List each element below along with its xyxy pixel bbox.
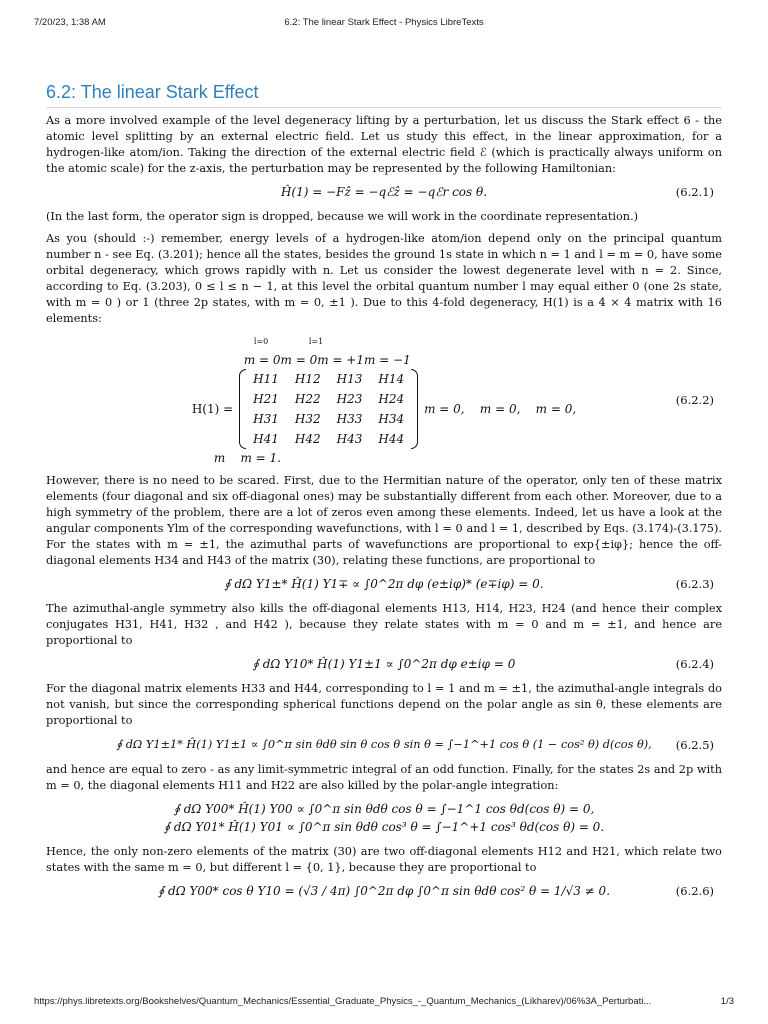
- equation-6-2-3: [46, 575, 722, 593]
- matrix-cell: H42: [294, 432, 321, 446]
- equation-line: ∮ dΩ Y00* Ĥ(1) Y00 ∝ ∫0^π sin θdθ cos θ = ∫−1^1 cos θd(cos θ) = 0,: [173, 802, 595, 816]
- equation-number: (6.2.2): [675, 393, 714, 407]
- equation-6-2-2: [46, 333, 722, 467]
- equation-body: ∮ dΩ Y1±1* Ĥ(1) Y1±1 ∝ ∫0^π sin θdθ sin θ cos θ sin θ = ∫−1^+1 cos θ (1 − cos² θ) d(cos θ),: [116, 738, 652, 751]
- equation-number: (6.2.5): [675, 737, 714, 752]
- matrix-cell: H41: [253, 432, 279, 446]
- matrix-cell: H13: [336, 372, 363, 386]
- matrix-row: [245, 389, 412, 409]
- paragraph-azimuthal: The azimuthal-angle symmetry also kills the off-diagonal elements H13, H14, H23, H24 (and hence their complex conjugates H31, H41, H32 , and H42 ), because they relate states with m = 0 and m = ±1, and hence are proportional to: [46, 602, 722, 647]
- matrix-cell: H32: [294, 412, 321, 426]
- matrix-column-labels: m = 0m = 0m = +1m = −1: [243, 353, 411, 367]
- equation-6-2-1: [46, 183, 722, 201]
- matrix-row: [245, 369, 412, 389]
- matrix-cell: H12: [294, 372, 321, 386]
- matrix-cell: H23: [336, 392, 363, 406]
- matrix-cell: H21: [253, 392, 279, 406]
- source-url[interactable]: [34, 996, 651, 1007]
- matrix-cell: H22: [294, 392, 321, 406]
- paragraph-diagonal: For the diagonal matrix elements H33 and H44, corresponding to l = 1 and m = ±1, the azimuthal-angle integrals do not vanish, but since the corresponding spherical functions depend on the polar angle as sin θ, these elements are proportional to: [46, 682, 722, 727]
- paragraph-nonzero: Hence, the only non-zero elements of the matrix (30) are two off-diagonal elements H12 and H21, which relate two states with the same m = 0, but different l = {0, 1}, because they are proportional to: [46, 845, 722, 874]
- matrix-row-labels: m = 0, m = 0, m = 0,: [424, 402, 577, 416]
- equation-number: (6.2.6): [675, 884, 714, 898]
- paragraph-polar: and hence are equal to zero - as any limit-symmetric integral of an odd function. Finally, for the states 2s and 2p with m = 0, the diagonal elements H11 and H22 are also killed by the polar-angle integration:: [46, 763, 722, 792]
- matrix-cell: H34: [378, 412, 405, 426]
- matrix-cell: H11: [253, 372, 279, 386]
- equation-body: ∮ dΩ Y00* cos θ Y10 = (√3 / 4π) ∫0^2π dφ ∫0^π sin θdθ cos² θ = 1/√3 ≠ 0.: [157, 884, 611, 898]
- matrix-cell: H44: [378, 432, 405, 446]
- equation-body: ∮ dΩ Y10* Ĥ(1) Y1±1 ∝ ∫0^2π dφ e±iφ = 0: [252, 657, 516, 671]
- print-datetime: 7/20/23, 1:38 AM: [34, 17, 106, 28]
- equation-6-2-4: [46, 655, 722, 673]
- page-title: 6.2: The linear Stark Effect: [46, 82, 722, 108]
- matrix-block: [192, 369, 576, 449]
- paragraph-zeros: However, there is no need to be scared. First, due to the Hermitian nature of the operator, only ten of these matrix elements (four diagonal and six off-diagonal ones) may be substantially different from each other. Moreover, due to a high symmetry of the problem, there are a lot of zeros even among these elements. Indeed, let us have a look at the angular components Ylm of the corresponding wavefunctions, with l = 0 and l = 1, described by Eqs. (3.174)-(3.175). For the states with m = ±1, the azimuthal parts of wavefunctions are proportional to exp{±iφ}; hence the off-diagonal elements H34 and H43 of the matrix (30), relating these functions, are proportional to: [46, 474, 722, 567]
- equation-body: Ĥ(1) = −Fẑ = −qℰẑ = −qℰr cos θ.: [280, 185, 488, 199]
- matrix-cell: H24: [378, 392, 405, 406]
- equation-line: ∮ dΩ Y01* Ĥ(1) Y01 ∝ ∫0^π sin θdθ cos³ θ = ∫−1^+1 cos³ θd(cos θ) = 0.: [163, 820, 605, 834]
- matrix-cell: H14: [378, 372, 405, 386]
- print-page-title: 6.2: The linear Stark Effect - Physics LibreTexts: [284, 17, 484, 28]
- matrix-lhs: H(1) =: [191, 402, 234, 416]
- equation-6-2-6: [46, 882, 722, 900]
- matrix-row: [245, 409, 412, 429]
- equation-number: (6.2.3): [675, 577, 714, 591]
- matrix-cell: H33: [336, 412, 363, 426]
- matrix-cell: H31: [253, 412, 279, 426]
- equation-6-2-5: [46, 735, 722, 754]
- equation-number: (6.2.1): [675, 185, 714, 199]
- paragraph-degeneracy: As you (should :-) remember, energy levels of a hydrogen-like atom/ion depend only on the principal quantum number n - see Eq. (3.201); hence all the states, besides the ground 1s state in which n = 1 and l = m = 0, have some orbital degeneracy, which grows rapidly with n. Let us consider the lowest degenerate level with n = 2. Since, according to Eq. (3.203), 0 ≤ l ≤ n − 1, at this level the orbital quantum number l may equal either 0 (one 2s state, with m = 0 ) or 1 (three 2p states, with m = 0, ±1 ). Due to this 4-fold degeneracy, H(1) is a 4 × 4 matrix with 16 elements:: [46, 232, 722, 325]
- paragraph-operator-note: (In the last form, the operator sign is dropped, because we will work in the coordinate representation.): [46, 210, 639, 223]
- paragraph-intro: As a more involved example of the level degeneracy lifting by a perturbation, let us discuss the Stark effect 6 - the atomic level splitting by an external electric field. Let us study this effect, in the linear approximation, for a hydrogen-like atom/ion. Taking the direction of the external electric field ℰ (which is practically always uniform on the atomic scale) for the z-axis, the perturbation may be represented by the following Hamiltonian:: [46, 114, 722, 175]
- equation-number: (6.2.4): [675, 657, 714, 671]
- matrix-row: [245, 429, 412, 449]
- source-url-link[interactable]: https://phys.libretexts.org/Bookshelves/Quantum_Mechanics/Essential_Graduate_Physics_-_Quantum_Mechanics_(Likharev)/06%3A_Perturbati...: [34, 996, 652, 1007]
- matrix-cell: H43: [336, 432, 363, 446]
- matrix-bottom-labels: m m = 1.: [213, 451, 281, 465]
- equation-unnumbered-pair: [46, 800, 722, 836]
- article: [46, 82, 722, 908]
- page-counter: 1/3: [720, 996, 734, 1007]
- matrix-brackets: [239, 369, 418, 449]
- equation-body: ∮ dΩ Y1±* Ĥ(1) Y1∓ ∝ ∫0^2π dφ (e±iφ)* (e∓iφ) = 0.: [224, 577, 544, 591]
- matrix-table: [245, 369, 412, 449]
- matrix-brace-labels: l=0 l=1: [253, 337, 324, 346]
